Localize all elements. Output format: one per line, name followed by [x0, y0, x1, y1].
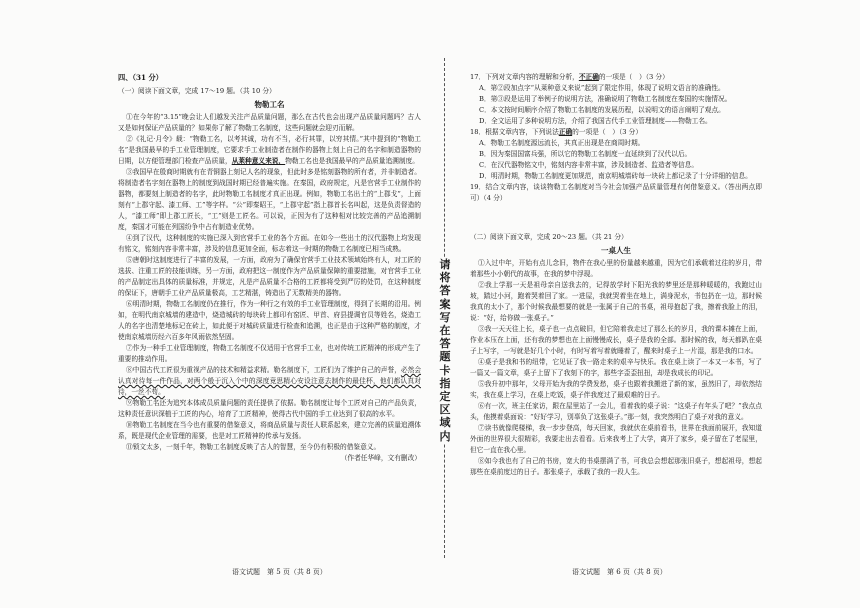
paragraph: ①入过中年，开始有点儿念旧，物件在我心里的份量越来越重，因为它们承载着过往的岁月，带着那些小小朝代的故事，在我的梦中浮现。	[470, 259, 762, 278]
paragraph: ④桌子是我和书的纽带，它见证了我一路走来的艰辛与快乐。我在桌上读了一本又一本书，写了一篇又一篇文章，桌子上留下了我刻下的字，那些字歪歪扭扭，却是我成长的印记。	[470, 358, 762, 377]
paragraph: ⑧中国古代工匠很为重视产品的技术和精益求精。勒名制度下，工匠们为了维护自己的声誉，必然会认真对待每一件作品，对两个般于沉入个中的深度竟思精心安设注意去制作的最佳杯，他们都认真对待，一丝不苟。	[118, 366, 422, 396]
paragraph: ③我一天天往上长，桌子也一点点破旧，但它陪着我走过了那么长的岁月，我的课本摊在上面，作业本压在上面，还有我的梦想也在上面慢慢成长，桌子是我的全部。那时候的我，每天都趴在桌子上写字，一写就是好几个小时，有时写着写着就睡着了，醒来时桌子上一片湿，那是我的口水。	[470, 325, 762, 355]
sub-question-intro: （二）阅读下面文章，完成 20～23 题。（共 21 分）	[470, 233, 628, 241]
option: B．因为秦国国富兵强，所以它的物勒工名制度一直延续到了汉代以后。	[479, 150, 692, 158]
emphasis: 正确	[558, 128, 573, 136]
paragraph: ⑧如今我也有了自己的书房，宽大的书桌摆满了书，可我总会想起那张旧桌子，想起祖母，想起那些在桌前度过的日子。那张桌子，承载了我的一段人生。	[470, 457, 762, 476]
paragraph: ②我上学那一天是祖母亲自送我去的，记得放学时下阳光我的梦里还是那种暖暖的，我跑过山坡，踏过小河，跑着哭着回了家。一进屋，我就哭着坐在地上，满身泥水，书包扔在一边，那时候我真的太小了，那个时候我最想要的就是一张属于自己的书桌，祖母抱起了我，擦着我脸上的泪，说：“好，给你做一张桌子。”	[470, 281, 762, 322]
option: D．全文运用了多种说明方法，介绍了我国古代手工业管理制度——物勒工名。	[479, 117, 712, 125]
page-footer-left: 语文试题 第 5 页（共 8 页）	[232, 568, 327, 576]
question-19: 19．结合文章内容，谈谈物勒工名制度对当今社会加强产品质量管理有何借鉴意义。（答出两点即可）（4 分）	[470, 183, 762, 202]
paragraph: ⑤我升初中那年，父母开始为我的学费发愁，桌子也跟着我搬进了新的家，虽然旧了，却依然结实，我在桌上学习，在桌上吃饭，桌子伴我度过了最艰难的日子。	[470, 380, 762, 399]
author-note: （作者任华峰，文有删改）	[340, 454, 421, 462]
paragraph: ⑨物勒工名还为追究本体成员质量问题的责任提供了依据。勒名制度让每个工匠对自己的产品负责，这种责任意识深植于工匠的内心，培育了工匠精神，使得古代中国的手工业达到了很高的水平。	[118, 399, 421, 418]
paragraph: ⑩物勒工名制度在当今也有重要的借鉴意义，将商品质量与责任人联系起来，建立完善的质量追溯体系，既是现代企业管理的需要，也是对工匠精神的传承与发扬。	[118, 421, 421, 440]
option: B．第③段是运用了举例子的说明方法，准确说明了物勒工名制度在秦国的实施情况。	[479, 95, 732, 103]
paragraph: ④到了汉代，这种制度的实施已深入到官营手工业的各个方面。在如今一些出土的汉代器物上均发现有铭文，铭刻内容非常丰富，涉及的信息更加全面，标志着这一时期的物勒工名制度已相当成熟。	[118, 234, 421, 253]
paragraph: ③我国早在殷商时期就有在青铜器上刻记人名的现象，但此时多是铭刻器物的所有者，并非制造者。将制造者名字刻在器物上的制度到战国时期已经普遍实施。在秦国，政府规定，凡是官营手工业制作的器物，都要刻上制造者的名字，此时物勒工名制度才真正出现。例如，物勒工名出土的“上郡戈”，上面刻有“上郡守起、漆工师、工”等字样。“公”即秦昭王，“上郡守起”指上郡首长名叫起，这是负责督造的人，“漆工师”即上郡工匠长，“工”则是工匠名。可以说，正因为有了这种相对比较完善的产品追溯制度，秦国才可能在列国纷争中占有制造业优势。	[118, 168, 421, 231]
paragraph: ⑪锁文太多，一刻千年，物勒工名制度反映了古人的智慧，至今仍有积极的借鉴意义。	[126, 443, 381, 451]
right-column	[470, 72, 762, 478]
paragraph: ⑦读书就像爬楼梯，我一步步登高，每天回家，我就伏在桌前看书，世界在我面前展开，我知道外面的世界很大很精彩，我要走出去看看。后来我考上了大学，离开了家乡，桌子留在了老屋里，但它一直在我心里。	[470, 424, 762, 454]
option: C．在汉代器物铭文中，铭刻内容非常丰富，涉及制造者、监造者等信息。	[479, 161, 699, 169]
wavy-underlined-sentence: 必然会认真对待每一件作品，对两个般于沉入个中的深度竟思精心安设注意去制作的最佳杯，他们都认真对待，一丝不苟。	[118, 366, 422, 396]
article-title: 物勒工名	[254, 100, 285, 109]
question-17-stem: 17．下列对文章内容的理解和分析，不正确的一项是（ ）（3 分）	[470, 73, 669, 81]
emphasis: 不正确	[578, 73, 599, 81]
section-heading: 四、（31 分）	[118, 73, 163, 82]
question-18-stem: 18．根据文章内容，下列说法正确的一项是（ ）（3 分）	[470, 128, 643, 136]
sub-question-intro: （一）阅读下面文章，完成 17～19 题。（共 10 分）	[118, 87, 276, 95]
option: C．本文按时间顺序介绍了物勒工名制度的发展历程，以说明文的语言阐明了观点。	[479, 106, 725, 114]
page-footer-right: 语文试题 第 6 页（共 8 页）	[572, 568, 667, 576]
answer-instruction: 请将答案写在答题卡指定区域内	[437, 258, 453, 443]
paragraph: ⑥有一次，班主任家访，跟在屋里站了一会儿，看着我的桌子说：“这桌子有年头了吧？”我点点头，他摸着桌面说：“好好学习，别辜负了这张桌子。”那一刻，我突然明白了桌子对我的意义。	[470, 402, 762, 421]
paragraph: ⑦作为一种手工业管理制度，物勒工名制度不仅适用于官营手工业，也对传统工匠精神的形成产生了重要的推动作用。	[118, 344, 421, 363]
paragraph: ①在今年的“3.15”晚会让人们越发关注产品质量问题，那么在古代也会出现产品质量问题吗？古人又是如何保证产品质量的？如果你了解了物勒工名制度，这些问题就会迎刃而解。	[118, 113, 421, 132]
underlined-phrase: 从莱种意义来说，	[231, 157, 286, 165]
option: D．明清时期，物勒工名制度更加规范，南京明城墙砖每一块砖上都记录了十分详细的信息。	[479, 172, 752, 180]
option: A．物勒工名制度源远流长，其真正出现是在商周时期。	[479, 139, 645, 147]
paragraph: ⑥明清时期，物勒工名制度仍在推行，作为一种行之有效的手工业管理制度，得到了长期的沿用。例如，在明代南京城墙的建造中，烧造城砖的每块砖上都印有窑匠、甲首、府县提调官员等姓名，烧造工人的名字也清楚地标记在砖上，如此便于对城砖质量进行检查和追溯，也正是由于这种严格的制度，才使南京城墙历经六百多年风雨依然坚固。	[118, 300, 421, 341]
page-divider	[436, 58, 454, 558]
option: A．第②段加点字“从莱种意义来说”起到了限定作用，体现了说明文语言的准确性。	[479, 84, 725, 92]
article-title: 一桌人生	[601, 246, 631, 255]
paragraph: ②《礼记·月令》载：“物勒工名，以考其诚，功有不当，必行其罪，以穷其情。”其中提到的“物勒工名”是我国最早的手工业管理制度，它要求手工业制造者在制作的器物上刻上自己的名字和制造器物的日期，以方便管理部门检查产品质量，从莱种意义来说，物勒工名也是我国最早的产品质量追溯制度。	[118, 135, 421, 165]
paragraph: ⑤唐朝时这制度进行了丰富的发展，一方面，政府为了确保官营手工业技术领域始终有人，对工匠的选拔、注重工匠的技能训练，另一方面，政府把这一制度作为产品质量保障的重要措施，对官营手工业的产品制定出具体的质量标准，并规定，凡是产品质量不合格的工匠都将受到严厉的处罚，在这种制度的保证下，唐朝手工业产品质量极高，工艺精湛，铸造出了无数精美的器物。	[118, 256, 421, 297]
left-column	[118, 72, 421, 464]
